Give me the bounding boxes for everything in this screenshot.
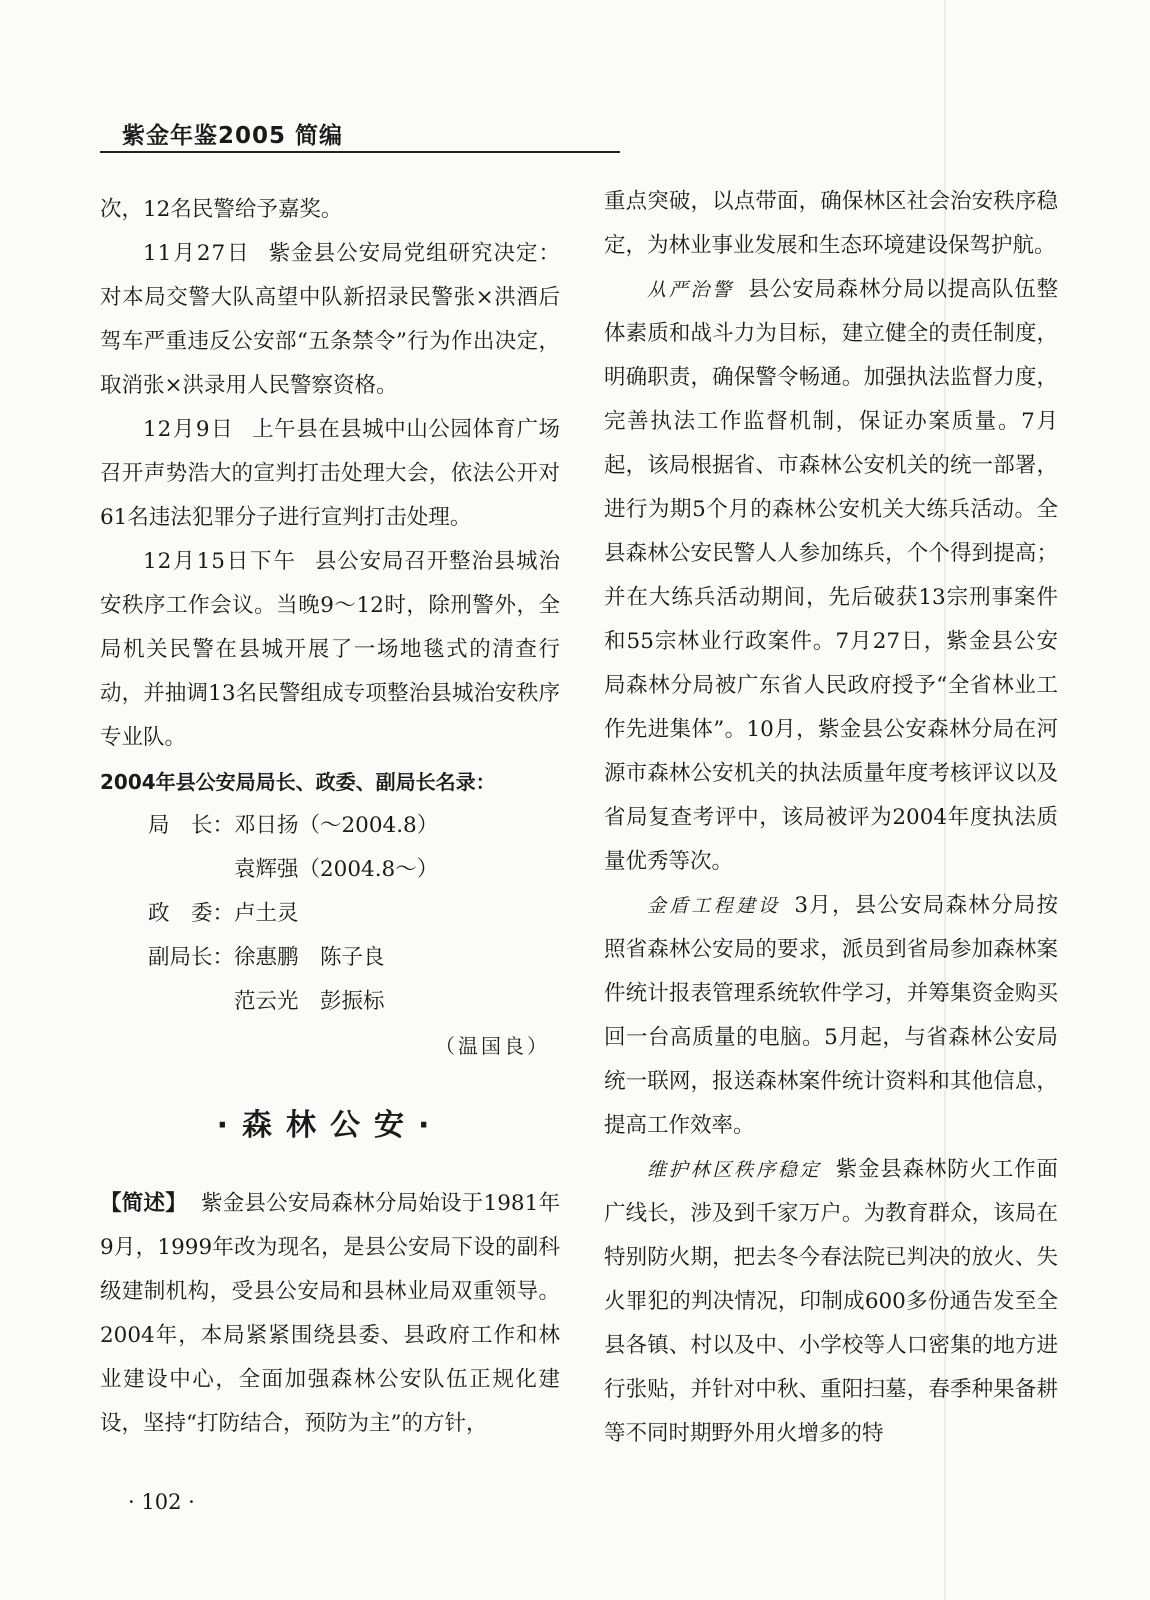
roster-line: 范云光 彭振标	[148, 989, 385, 1014]
entry-text: 紫金县公安局党组研究决定：对本局交警大队高望中队新招录民警张×洪酒后驾车严重违反公安部“五条禁令”行为作出决定，取消张×洪录用人民警察资格。	[100, 241, 560, 398]
roster-heading: 2004年县公安局局长、政委、副局长名录：	[100, 770, 496, 794]
running-header-title: 紫金年鉴2005 简编	[122, 123, 344, 149]
summary-text: 紫金县公安局森林分局始设于1981年9月，1999年改为现名，是县公安局下设的副科级建制机构，受县公安局和县林业局双重领导。2004年，本局紧紧围绕县委、县政府工作和林业建设中心，全面加强森林公安队伍正规化建设，坚持“打防结合，预防为主”的方针，	[100, 1191, 560, 1436]
entry-date: 12月15日下午	[143, 549, 297, 574]
topic-keyword: 金盾工程建设	[647, 895, 781, 917]
roster-line: 袁辉强（2004.8～）	[148, 857, 439, 882]
chronicle-entry	[100, 232, 560, 408]
right-column	[604, 180, 1058, 1456]
left-column	[100, 188, 560, 1446]
roster-list	[100, 804, 560, 1024]
topic-paragraph	[604, 1148, 1058, 1456]
entry-text: 县公安局召开整治县城治安秩序工作会议。当晚9～12时，除刑警外，全局机关民警在县城开展了一场地毯式的清查行动，并抽调13名民警组成专项整治县城治安秩序专业队。	[100, 549, 560, 750]
summary-label: 【简述】	[100, 1191, 187, 1216]
entry-text: 上午县在县城中山公园体育广场召开声势浩大的宣判打击处理大会，依法公开对61名违法犯罪分子进行宣判打击处理。	[100, 417, 560, 530]
page-number: · 102 ·	[128, 1490, 195, 1514]
topic-text: 县公安局森林分局以提高队伍整体素质和战斗力为目标，建立健全的责任制度，明确职责，确保警令畅通。加强执法监督力度，完善执法工作监督机制，保证办案质量。7月起，该局根据省、市森林公安机关的统一部署，进行为期5个月的森林公安机关大练兵活动。全县森林公安民警人人参加练兵，个个得到提高；并在大练兵活动期间，先后破获13宗刑事案件和55宗林业行政案件。7月27日，紫金县公安局森林分局被广东省人民政府授予“全省林业工作先进集体”。10月，紫金县公安森林分局在河源市森林公安机关的执法质量年度考核评议以及省局复查考评中，该局被评为2004年度执法质量优秀等次。	[604, 277, 1058, 874]
summary-paragraph	[100, 1182, 560, 1446]
author-credit: （温国良）	[435, 1034, 550, 1058]
topic-keyword: 维护林区秩序稳定	[647, 1159, 822, 1181]
topic-paragraph	[604, 884, 1058, 1148]
continuation-paragraph: 重点突破，以点带面，确保林区社会治安秩序稳定，为林业事业发展和生态环境建设保驾护航。	[604, 189, 1058, 258]
topic-paragraph	[604, 268, 1058, 884]
roster-line: 局 长：邓日扬（～2004.8）	[148, 813, 439, 838]
roster-line: 副局长：徐惠鹏 陈子良	[148, 945, 385, 970]
entry-date: 11月27日	[143, 241, 251, 266]
section-title: ·森林公安·	[216, 1108, 444, 1143]
topic-text: 3月，县公安局森林分局按照省森林公安局的要求，派员到省局参加森林案件统计报表管理系统软件学习，并筹集资金购买回一台高质量的电脑。5月起，与省森林公安局统一联网，报送森林案件统计资料和其他信息，提高工作效率。	[604, 893, 1058, 1138]
header-rule	[100, 151, 620, 153]
topic-text: 紫金县森林防火工作面广线长，涉及到千家万户。为教育群众，该局在特别防火期，把去冬今春法院已判决的放火、失火罪犯的判决情况，印制成600多份通告发至全县各镇、村以及中、小学校等人口密集的地方进行张贴，并针对中秋、重阳扫墓，春季种果备耕等不同时期野外用火增多的特	[604, 1157, 1058, 1446]
entry-date: 12月9日	[143, 417, 235, 442]
roster-line: 政 委：卢土灵	[148, 901, 299, 926]
topic-keyword: 从严治警	[647, 279, 734, 301]
chronicle-entry	[100, 408, 560, 540]
continuation-line: 次，12名民警给予嘉奖。	[100, 197, 343, 222]
chronicle-entry	[100, 540, 560, 760]
